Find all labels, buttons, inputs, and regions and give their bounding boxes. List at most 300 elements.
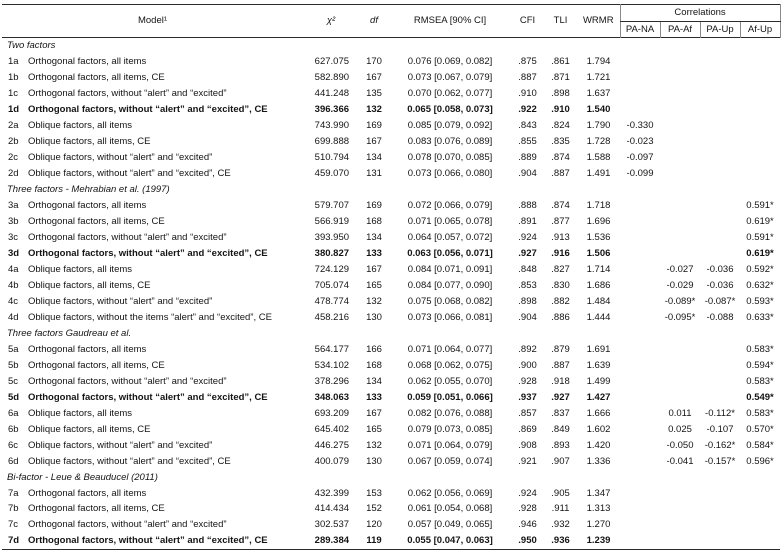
cfi-value: .910 xyxy=(518,88,537,100)
section-header-row xyxy=(2,38,780,54)
corr-pa-up-value: -0.162* xyxy=(704,439,736,451)
section-title: Two factors xyxy=(2,38,780,54)
corr-af-up-value: 0.633* xyxy=(746,311,774,323)
rmsea-value: 0.075 [0.068, 0.082] xyxy=(407,295,493,307)
table-header xyxy=(2,5,780,38)
model-label: Oblique factors, all items, CE xyxy=(28,423,151,435)
model-row-7b xyxy=(2,501,780,517)
cfi-value: .892 xyxy=(518,343,537,355)
corr-pa-af-value: -0.041 xyxy=(666,455,694,467)
row-id: 7d xyxy=(8,535,20,547)
tli-value: .835 xyxy=(551,136,570,148)
corr-pa-na-value xyxy=(620,70,660,86)
wrmr-value: 1.347 xyxy=(586,487,611,499)
model-label: Oblique factors, all items xyxy=(28,263,133,275)
df-value: 167 xyxy=(366,72,382,84)
wrmr-value: 1.484 xyxy=(586,295,611,307)
chi-square-value: 510.794 xyxy=(314,152,350,164)
wrmr-value: 1.686 xyxy=(586,279,611,291)
df-value: 167 xyxy=(366,136,382,148)
df-value: 170 xyxy=(366,56,382,68)
corr-pa-na-value xyxy=(620,54,660,70)
model-row-6a xyxy=(2,405,780,421)
tli-value: .911 xyxy=(551,503,570,515)
corr-af-up-value: 0.596* xyxy=(746,455,774,467)
corr-pa-af-value xyxy=(660,246,700,262)
corr-pa-na-value xyxy=(620,390,660,406)
model-label: Orthogonal factors, without “alert” and “excited” xyxy=(28,375,227,387)
corr-pa-na-value xyxy=(620,453,660,469)
corr-pa-af-value xyxy=(660,214,700,230)
corr-pa-up-value xyxy=(700,230,740,246)
corr-af-up-value: 0.632* xyxy=(746,279,774,291)
model-label: Orthogonal factors, without “alert” and “excited”, CE xyxy=(28,104,268,116)
rmsea-value: 0.072 [0.066, 0.079] xyxy=(407,200,493,212)
col-header-chi-square: χ² xyxy=(326,15,336,27)
tli-value: .893 xyxy=(551,439,570,451)
tli-value: .827 xyxy=(551,263,570,275)
corr-pa-up-value xyxy=(700,118,740,134)
chi-square-value: 699.888 xyxy=(314,136,350,148)
wrmr-value: 1.794 xyxy=(586,56,611,68)
corr-af-up-value: 0.583* xyxy=(746,375,774,387)
model-label: Oblique factors, without “alert” and “excited”, CE xyxy=(28,168,231,180)
tli-value: .882 xyxy=(551,295,570,307)
cfi-value: .946 xyxy=(518,519,537,531)
corr-pa-na-value xyxy=(620,102,660,118)
wrmr-value: 1.728 xyxy=(586,136,611,148)
model-label: Oblique factors, all items, CE xyxy=(28,136,151,148)
df-value: 152 xyxy=(366,503,382,515)
cfi-value: .898 xyxy=(518,295,537,307)
table-body xyxy=(2,38,780,550)
df-value: 130 xyxy=(366,455,382,467)
corr-pa-af-value xyxy=(660,102,700,118)
corr-af-up-value: 0.591* xyxy=(746,232,774,243)
corr-pa-af-value: 0.011 xyxy=(668,407,692,419)
rmsea-value: 0.067 [0.059, 0.074] xyxy=(407,455,493,467)
df-value: 169 xyxy=(366,200,382,212)
rmsea-value: 0.083 [0.076, 0.089] xyxy=(407,136,493,148)
rmsea-value: 0.073 [0.066, 0.081] xyxy=(407,311,493,323)
model-label: Orthogonal factors, all items, CE xyxy=(28,503,165,515)
rmsea-value: 0.084 [0.071, 0.091] xyxy=(407,263,493,275)
chi-square-value: 743.990 xyxy=(314,120,350,132)
corr-pa-na-value xyxy=(620,246,660,262)
corr-pa-na-value xyxy=(620,501,660,517)
row-id: 5d xyxy=(8,391,20,403)
tli-value: .887 xyxy=(551,359,570,371)
df-value: 165 xyxy=(366,279,382,291)
model-row-3c xyxy=(2,230,780,246)
corr-pa-na-value xyxy=(620,310,660,326)
wrmr-value: 1.336 xyxy=(586,455,611,467)
tli-value: .887 xyxy=(551,168,570,180)
corr-pa-af-value: -0.027 xyxy=(666,263,694,275)
corr-pa-af-value xyxy=(660,501,700,517)
corr-pa-af-value xyxy=(660,54,700,70)
corr-pa-up-value xyxy=(700,198,740,214)
model-row-2d xyxy=(2,166,780,182)
model-label: Oblique factors, without “alert” and “excited” xyxy=(28,152,213,164)
model-row-5a xyxy=(2,342,780,358)
corr-pa-na-value xyxy=(620,533,660,549)
df-value: 165 xyxy=(366,423,382,435)
corr-pa-up-value: -0.036 xyxy=(706,279,734,291)
corr-pa-na-value xyxy=(620,262,660,278)
cfi-value: .869 xyxy=(518,423,537,435)
tli-value: .916 xyxy=(551,247,570,259)
model-row-7a xyxy=(2,485,780,501)
tli-value: .830 xyxy=(551,279,570,291)
row-id: 2c xyxy=(8,152,19,164)
corr-pa-na-value xyxy=(620,517,660,533)
model-label: Oblique factors, without the items “alert” and “excited”, CE xyxy=(28,311,272,323)
model-row-4c xyxy=(2,294,780,310)
cfi-value: .857 xyxy=(518,407,537,419)
df-value: 166 xyxy=(366,343,382,355)
corr-pa-na-value xyxy=(620,86,660,102)
corr-pa-up-value xyxy=(700,70,740,86)
corr-af-up-value xyxy=(740,501,780,517)
chi-square-value: 348.063 xyxy=(314,391,350,403)
chi-square-value: 705.074 xyxy=(314,279,350,291)
model-row-1b xyxy=(2,70,780,86)
cfi-value: .927 xyxy=(518,247,537,259)
corr-pa-af-value xyxy=(660,70,700,86)
corr-af-up-value xyxy=(740,70,780,86)
model-fit-table xyxy=(2,4,781,550)
rmsea-value: 0.078 [0.070, 0.085] xyxy=(407,152,493,164)
section-header-row xyxy=(2,469,780,485)
section-title: Bi-factor - Leue & Beauducel (2011) xyxy=(7,471,158,483)
df-value: 130 xyxy=(366,311,382,323)
chi-square-value: 627.075 xyxy=(314,56,350,68)
model-row-4d xyxy=(2,310,780,326)
corr-pa-af-value xyxy=(660,134,700,150)
corr-pa-af-value xyxy=(660,390,700,406)
tli-value: .905 xyxy=(551,487,570,499)
row-id: 6d xyxy=(8,455,19,467)
rmsea-value: 0.085 [0.079, 0.092] xyxy=(407,120,493,132)
corr-pa-up-value xyxy=(700,517,740,533)
model-row-6c xyxy=(2,437,780,453)
corr-pa-na-value xyxy=(620,294,660,310)
col-header-af-up: Af-Up xyxy=(740,21,780,38)
model-label: Orthogonal factors, all items xyxy=(28,200,147,212)
corr-pa-af-value xyxy=(660,86,700,102)
cfi-value: .924 xyxy=(518,487,537,499)
tli-value: .927 xyxy=(551,391,570,403)
cfi-value: .887 xyxy=(518,72,537,84)
cfi-value: .888 xyxy=(518,200,537,212)
model-row-2a xyxy=(2,118,780,134)
df-value: 134 xyxy=(366,232,382,243)
corr-pa-af-value: -0.029 xyxy=(666,279,694,291)
model-row-5c xyxy=(2,374,780,390)
model-label: Orthogonal factors, without “alert” and “excited” xyxy=(28,88,227,100)
corr-pa-up-value xyxy=(700,246,740,262)
rmsea-value: 0.061 [0.054, 0.068] xyxy=(407,503,493,515)
corr-pa-af-value xyxy=(660,358,700,374)
wrmr-value: 1.637 xyxy=(586,88,611,100)
rmsea-value: 0.073 [0.066, 0.080] xyxy=(407,168,493,180)
model-row-4a xyxy=(2,262,780,278)
rmsea-value: 0.082 [0.076, 0.088] xyxy=(407,407,493,419)
corr-pa-af-value: -0.050 xyxy=(666,439,694,451)
chi-square-value: 645.402 xyxy=(314,423,350,435)
rmsea-value: 0.073 [0.067, 0.079] xyxy=(407,72,493,84)
model-row-1d xyxy=(2,102,780,118)
corr-pa-af-value xyxy=(660,485,700,501)
corr-pa-na-value xyxy=(620,437,660,453)
df-value: 135 xyxy=(366,88,382,100)
corr-af-up-value xyxy=(740,166,780,182)
df-value: 133 xyxy=(366,247,382,259)
corr-af-up-value: 0.593* xyxy=(746,295,774,307)
corr-af-up-value: 0.570* xyxy=(746,423,774,435)
col-header-pa-af: PA-Af xyxy=(660,21,700,38)
corr-af-up-value: 0.594* xyxy=(746,359,774,371)
cfi-value: .908 xyxy=(518,439,537,451)
model-label: Oblique factors, all items, CE xyxy=(28,279,151,291)
corr-pa-up-value: -0.088 xyxy=(706,311,734,323)
row-id: 6b xyxy=(8,423,19,435)
chi-square-value: 441.248 xyxy=(314,88,350,100)
rmsea-value: 0.059 [0.051, 0.066] xyxy=(407,391,493,403)
row-id: 4a xyxy=(8,263,19,275)
model-label: Orthogonal factors, all items, CE xyxy=(28,72,165,84)
tli-value: .849 xyxy=(551,423,570,435)
rmsea-value: 0.055 [0.047, 0.063] xyxy=(407,535,493,547)
corr-pa-af-value xyxy=(660,342,700,358)
rmsea-value: 0.070 [0.062, 0.077] xyxy=(407,88,493,100)
corr-pa-na-value: -0.099 xyxy=(626,168,654,180)
corr-af-up-value: 0.549* xyxy=(746,391,774,403)
corr-pa-up-value xyxy=(700,86,740,102)
row-id: 6a xyxy=(8,407,19,419)
model-row-7c xyxy=(2,517,780,533)
chi-square-value: 579.707 xyxy=(314,200,350,212)
corr-pa-na-value xyxy=(620,214,660,230)
model-label: Oblique factors, all items xyxy=(28,407,133,419)
tli-value: .936 xyxy=(551,535,570,547)
model-row-2c xyxy=(2,150,780,166)
df-value: 167 xyxy=(366,263,382,275)
row-id: 7c xyxy=(8,519,19,531)
row-id: 1b xyxy=(8,72,19,84)
df-value: 167 xyxy=(366,407,382,419)
corr-af-up-value xyxy=(740,118,780,134)
rmsea-value: 0.079 [0.073, 0.085] xyxy=(407,423,493,435)
tli-value: .877 xyxy=(551,216,570,228)
cfi-value: .891 xyxy=(518,216,537,228)
chi-square-value: 478.774 xyxy=(314,295,350,307)
chi-square-value: 302.537 xyxy=(314,519,350,531)
wrmr-value: 1.499 xyxy=(586,375,611,387)
corr-pa-af-value: -0.095* xyxy=(664,311,696,323)
corr-af-up-value xyxy=(740,533,780,549)
rmsea-value: 0.076 [0.069, 0.082] xyxy=(407,56,493,68)
model-row-6d xyxy=(2,453,780,469)
corr-pa-af-value xyxy=(660,150,700,166)
model-label: Orthogonal factors, without “alert” and “excited” xyxy=(28,519,227,531)
cfi-value: .928 xyxy=(518,503,537,515)
model-row-1a xyxy=(2,54,780,70)
corr-pa-up-value xyxy=(700,134,740,150)
corr-pa-na-value xyxy=(620,374,660,390)
corr-af-up-value: 0.584* xyxy=(746,439,774,451)
rmsea-value: 0.071 [0.064, 0.077] xyxy=(407,343,493,355)
wrmr-value: 1.790 xyxy=(586,120,611,132)
cfi-value: .900 xyxy=(518,359,537,371)
model-label: Oblique factors, without “alert” and “excited”, CE xyxy=(28,455,231,467)
col-header-cfi: CFI xyxy=(519,15,536,27)
row-id: 2b xyxy=(8,136,19,148)
df-value: 168 xyxy=(366,216,382,228)
chi-square-value: 564.177 xyxy=(314,343,350,355)
model-label: Oblique factors, all items xyxy=(28,120,133,132)
corr-pa-af-value xyxy=(660,198,700,214)
model-label: Orthogonal factors, all items, CE xyxy=(28,359,165,371)
tli-value: .918 xyxy=(551,375,570,387)
corr-pa-up-value xyxy=(700,501,740,517)
cfi-value: .843 xyxy=(518,120,537,132)
row-id: 5b xyxy=(8,359,19,371)
model-row-5d xyxy=(2,390,780,406)
row-id: 4c xyxy=(8,295,19,307)
wrmr-value: 1.540 xyxy=(586,104,611,116)
model-row-5b xyxy=(2,358,780,374)
corr-pa-up-value xyxy=(700,358,740,374)
chi-square-value: 393.950 xyxy=(314,232,350,243)
row-id: 2d xyxy=(8,168,19,180)
corr-af-up-value: 0.619* xyxy=(746,247,774,259)
cfi-value: .853 xyxy=(518,279,537,291)
section-header-row xyxy=(2,326,780,342)
row-id: 1d xyxy=(8,104,20,116)
tli-value: .874 xyxy=(551,200,570,212)
wrmr-value: 1.270 xyxy=(586,519,611,531)
corr-pa-af-value xyxy=(660,517,700,533)
df-value: 120 xyxy=(366,519,382,531)
tli-value: .874 xyxy=(551,152,570,164)
corr-pa-up-value xyxy=(700,54,740,70)
row-id: 5a xyxy=(8,343,19,355)
wrmr-value: 1.696 xyxy=(586,216,611,228)
chi-square-value: 414.434 xyxy=(314,503,350,515)
wrmr-value: 1.718 xyxy=(586,200,611,212)
model-row-4b xyxy=(2,278,780,294)
tli-value: .910 xyxy=(551,104,570,116)
corr-af-up-value xyxy=(740,150,780,166)
model-row-3b xyxy=(2,214,780,230)
cfi-value: .904 xyxy=(518,311,537,323)
chi-square-value: 400.079 xyxy=(314,455,350,467)
corr-af-up-value: 0.592* xyxy=(746,263,774,275)
chi-square-value: 566.919 xyxy=(314,216,350,228)
tli-value: .913 xyxy=(551,232,570,243)
row-id: 1a xyxy=(8,56,19,68)
corr-pa-up-value xyxy=(700,150,740,166)
col-header-model: Model¹ xyxy=(137,15,168,27)
corr-pa-up-value xyxy=(700,533,740,549)
chi-square-value: 724.129 xyxy=(314,263,350,275)
rmsea-value: 0.062 [0.056, 0.069] xyxy=(407,487,493,499)
corr-pa-af-value xyxy=(660,230,700,246)
corr-pa-up-value: -0.036 xyxy=(706,263,734,275)
row-id: 7a xyxy=(8,487,19,499)
corr-pa-na-value xyxy=(620,230,660,246)
df-value: 168 xyxy=(366,359,382,371)
row-id: 3d xyxy=(8,247,20,259)
corr-pa-af-value xyxy=(660,166,700,182)
cfi-value: .848 xyxy=(518,263,537,275)
corr-af-up-value xyxy=(740,134,780,150)
corr-pa-na-value: -0.023 xyxy=(626,136,654,148)
wrmr-value: 1.420 xyxy=(586,439,611,451)
chi-square-value: 396.366 xyxy=(314,104,350,116)
corr-pa-na-value xyxy=(620,485,660,501)
col-header-correlations: Correlations xyxy=(620,5,780,22)
wrmr-value: 1.491 xyxy=(586,168,611,180)
cfi-value: .921 xyxy=(518,455,537,467)
model-row-3d xyxy=(2,246,780,262)
rmsea-value: 0.062 [0.055, 0.070] xyxy=(407,375,493,387)
rmsea-value: 0.071 [0.065, 0.078] xyxy=(407,216,493,228)
corr-pa-na-value xyxy=(620,342,660,358)
col-header-wrmr: WRMR xyxy=(582,15,614,27)
corr-af-up-value: 0.583* xyxy=(746,407,774,419)
corr-pa-up-value xyxy=(700,166,740,182)
tli-value: .886 xyxy=(551,311,570,323)
tli-value: .898 xyxy=(551,88,570,100)
df-value: 132 xyxy=(366,439,382,451)
corr-pa-up-value xyxy=(700,214,740,230)
chi-square-value: 459.070 xyxy=(314,168,350,180)
col-header-tli: TLI xyxy=(553,15,568,27)
col-header-df: df xyxy=(370,15,378,27)
corr-pa-na-value xyxy=(620,421,660,437)
rmsea-value: 0.063 [0.056, 0.071] xyxy=(407,247,493,259)
corr-pa-up-value xyxy=(700,390,740,406)
corr-pa-af-value: -0.089* xyxy=(664,295,696,307)
cfi-value: .937 xyxy=(518,391,537,403)
corr-pa-up-value xyxy=(700,102,740,118)
df-value: 169 xyxy=(366,120,382,132)
df-value: 134 xyxy=(366,375,382,387)
row-id: 6c xyxy=(8,439,19,451)
wrmr-value: 1.313 xyxy=(586,503,611,515)
section-header-row xyxy=(2,182,780,198)
model-label: Oblique factors, without “alert” and “excited” xyxy=(28,439,213,451)
df-value: 153 xyxy=(366,487,382,499)
row-id: 3c xyxy=(8,232,19,243)
model-label: Oblique factors, without “alert” and “excited” xyxy=(28,295,213,307)
row-id: 7b xyxy=(8,503,19,515)
wrmr-value: 1.536 xyxy=(586,232,611,243)
chi-square-value: 432.399 xyxy=(314,487,350,499)
corr-pa-up-value: -0.157* xyxy=(704,455,736,467)
corr-pa-af-value xyxy=(660,533,700,549)
cfi-value: .928 xyxy=(518,375,537,387)
chi-square-value: 446.275 xyxy=(314,439,350,451)
cfi-value: .904 xyxy=(518,168,537,180)
corr-pa-na-value: -0.330 xyxy=(626,120,654,132)
corr-af-up-value: 0.591* xyxy=(746,200,774,212)
cfi-value: .889 xyxy=(518,152,537,164)
model-row-2b xyxy=(2,134,780,150)
